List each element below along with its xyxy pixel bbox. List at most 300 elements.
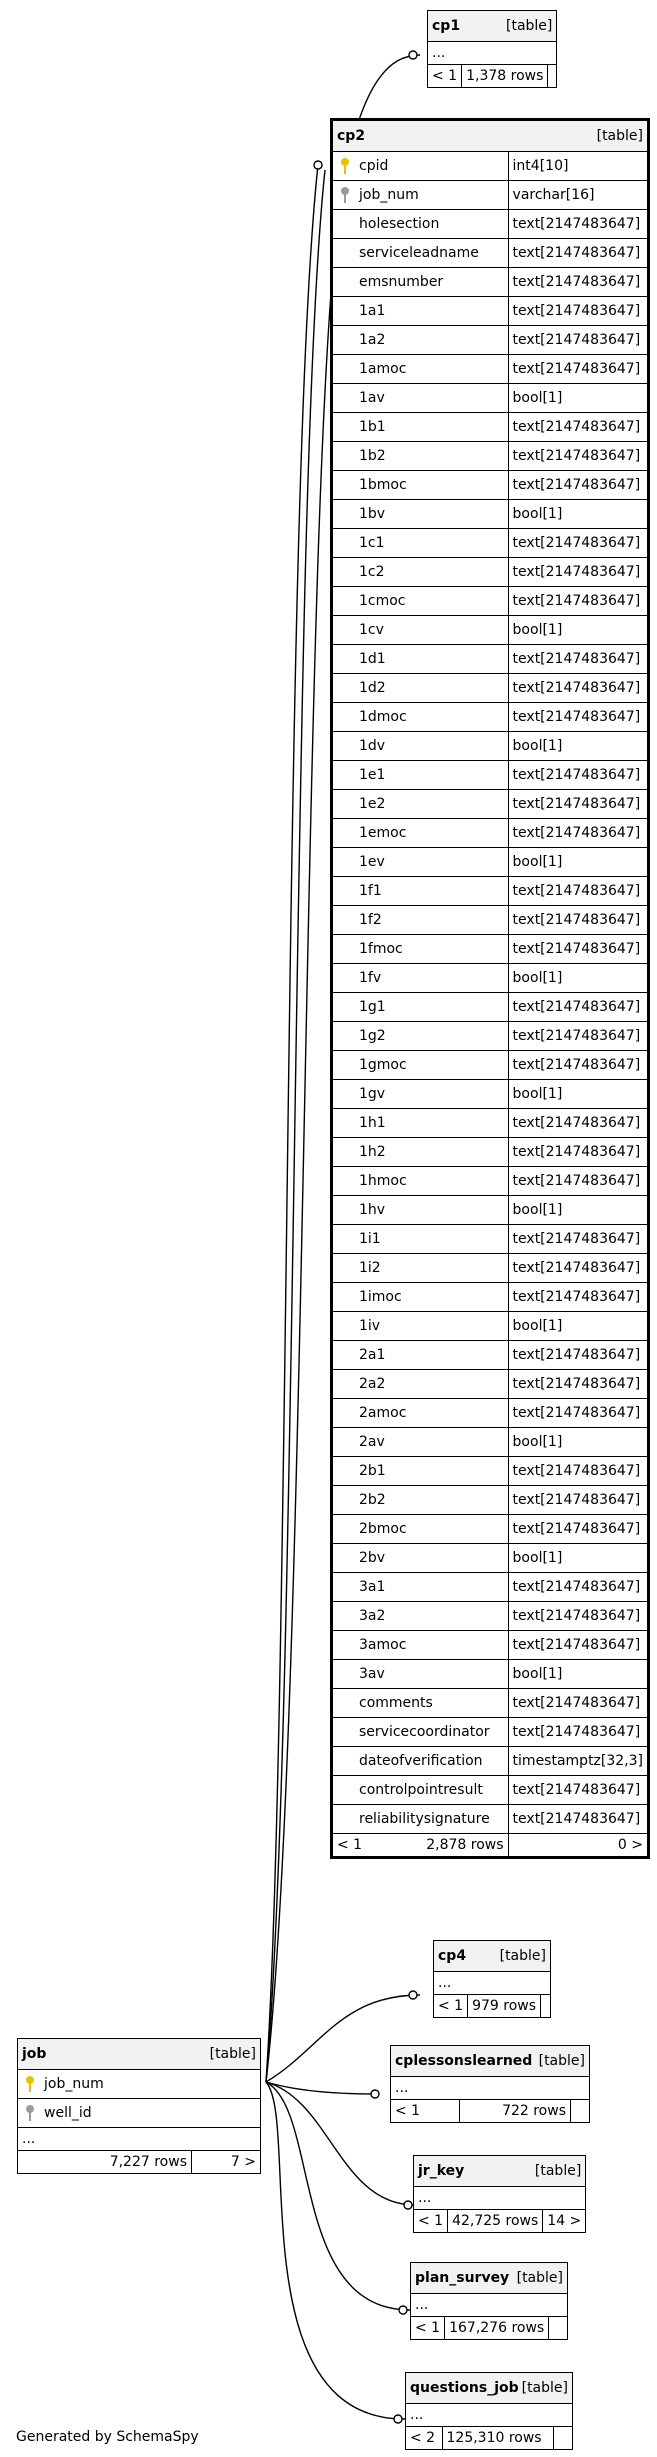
column-type: text[2147483647] (508, 1805, 648, 1834)
column-name-cell (332, 239, 509, 268)
column-row (332, 906, 649, 935)
column-type: bool[1] (508, 1312, 648, 1341)
column-row (332, 471, 649, 500)
column-row (332, 268, 649, 297)
table-jr_key[interactable] (413, 2155, 586, 2233)
column-row (332, 1370, 649, 1399)
parents-count: < 1 (391, 2100, 460, 2123)
column-name: controlpointresult (359, 1782, 483, 1798)
column-type: text[2147483647] (508, 1718, 648, 1747)
column-name: 1i1 (359, 1231, 381, 1247)
column-name: job_num (359, 187, 419, 203)
edge-job-questions_job (266, 2082, 405, 2419)
column-row (332, 1051, 649, 1080)
children-count (554, 2427, 573, 2450)
column-name: 2b2 (359, 1492, 386, 1508)
table-name: questions_job (410, 2380, 519, 2396)
column-name-cell (332, 1022, 509, 1051)
column-name: 1gmoc (359, 1057, 407, 1073)
column-name: 2a2 (359, 1376, 386, 1392)
column-name: 3av (359, 1666, 385, 1682)
column-type: text[2147483647] (508, 790, 648, 819)
parents-count: < 1 (414, 2210, 448, 2233)
column-row (332, 326, 649, 355)
column-type: text[2147483647] (508, 297, 648, 326)
table-kind: [table] (521, 2380, 568, 2396)
column-type: text[2147483647] (508, 906, 648, 935)
column-row (332, 1167, 649, 1196)
table-name: jr_key (418, 2163, 465, 2179)
column-name-cell (332, 355, 509, 384)
column-name: holesection (359, 216, 440, 232)
table-cp2[interactable] (330, 118, 650, 1859)
column-row (332, 210, 649, 239)
column-name: 2bmoc (359, 1521, 407, 1537)
column-type: text[2147483647] (508, 413, 648, 442)
column-name-cell (332, 268, 509, 297)
table-questions_job[interactable] (405, 2372, 573, 2450)
row-count: 42,725 rows (448, 2210, 543, 2233)
edge-job-cp2-b (266, 165, 318, 2082)
column-row (332, 674, 649, 703)
column-name: serviceleadname (359, 245, 479, 261)
column-name: 1bmoc (359, 477, 407, 493)
column-name-cell (332, 1602, 509, 1631)
column-name: 3amoc (359, 1637, 407, 1653)
column-type: text[2147483647] (508, 674, 648, 703)
column-name-cell (332, 1486, 509, 1515)
primary-key-icon (341, 158, 349, 174)
column-row (332, 1254, 649, 1283)
generator-credit: Generated by SchemaSpy (16, 2429, 199, 2445)
table-name: cp2 (337, 128, 366, 144)
column-name-cell (332, 1631, 509, 1660)
table-name: plan_survey (415, 2270, 510, 2286)
column-name-cell (332, 529, 509, 558)
column-row (332, 1776, 649, 1805)
column-name-cell (332, 1515, 509, 1544)
column-name-cell (332, 1747, 509, 1776)
column-name: 1c1 (359, 535, 385, 551)
column-name: 1f1 (359, 883, 382, 899)
column-type: text[2147483647] (508, 471, 648, 500)
column-row-well_id (18, 2099, 261, 2128)
row-count: 979 rows (468, 1995, 541, 2018)
row-count: 7,227 rows (18, 2151, 192, 2174)
table-cp4[interactable] (433, 1940, 551, 2018)
column-row (332, 558, 649, 587)
column-type: text[2147483647] (508, 268, 648, 297)
column-type: text[2147483647] (508, 1370, 648, 1399)
column-type: text[2147483647] (508, 1689, 648, 1718)
table-kind: [table] (506, 18, 553, 34)
column-name-cell (332, 384, 509, 413)
column-type: bool[1] (508, 848, 648, 877)
column-name: 2b1 (359, 1463, 386, 1479)
column-row (332, 964, 649, 993)
column-row (332, 819, 649, 848)
column-row (332, 645, 649, 674)
children-count (571, 2100, 590, 2123)
ellipsis-row: ... (411, 2294, 568, 2317)
column-row (332, 239, 649, 268)
column-type: text[2147483647] (508, 529, 648, 558)
column-name-cell (332, 1776, 509, 1805)
column-row (332, 1457, 649, 1486)
column-type: text[2147483647] (508, 703, 648, 732)
column-name-cell (332, 1138, 509, 1167)
column-type: text[2147483647] (508, 355, 648, 384)
column-type: bool[1] (508, 1544, 648, 1573)
column-type: bool[1] (508, 1660, 648, 1689)
column-row (332, 616, 649, 645)
column-name-cell (332, 442, 509, 471)
column-row (332, 181, 649, 210)
column-name-cell (332, 1718, 509, 1747)
column-name: 2av (359, 1434, 385, 1450)
column-type: text[2147483647] (508, 761, 648, 790)
column-name: 1b2 (359, 448, 386, 464)
column-row (332, 500, 649, 529)
row-count: 722 rows (460, 2100, 571, 2123)
column-name: 1hv (359, 1202, 386, 1218)
column-type: text[2147483647] (508, 935, 648, 964)
table-name: cp1 (432, 18, 461, 34)
column-name: 1ev (359, 854, 385, 870)
column-name-cell (332, 645, 509, 674)
column-name: 1gv (359, 1086, 386, 1102)
ellipsis-row: ... (428, 42, 557, 65)
column-name: 1imoc (359, 1289, 402, 1305)
table-kind: [table] (516, 2270, 563, 2286)
column-type: int4[10] (508, 152, 648, 181)
children-count (549, 2317, 568, 2340)
column-name-cell (332, 1051, 509, 1080)
column-name: 1h2 (359, 1144, 386, 1160)
column-name-cell (332, 152, 509, 181)
footer-row (332, 1834, 509, 1858)
column-name: 1d2 (359, 680, 386, 696)
column-name-cell (332, 616, 509, 645)
column-row (332, 1515, 649, 1544)
column-row (332, 1080, 649, 1109)
column-row (332, 587, 649, 616)
column-name-cell (332, 790, 509, 819)
column-type: text[2147483647] (508, 877, 648, 906)
column-name-cell (332, 471, 509, 500)
column-type: text[2147483647] (508, 1776, 648, 1805)
column-row (332, 703, 649, 732)
column-row (332, 1805, 649, 1834)
column-row (332, 1544, 649, 1573)
table-kind: [table] (596, 128, 643, 144)
column-row (332, 384, 649, 413)
table-name: cplessonslearned (395, 2053, 533, 2069)
ellipsis-row: ... (18, 2128, 261, 2151)
table-cp1[interactable] (427, 10, 557, 88)
column-type: text[2147483647] (508, 239, 648, 268)
table-kind: [table] (209, 2046, 256, 2062)
column-type: timestamptz[32,3] (508, 1747, 648, 1776)
column-name: 1emoc (359, 825, 407, 841)
column-name: 1i2 (359, 1260, 381, 1276)
column-row (332, 1399, 649, 1428)
column-name: 3a1 (359, 1579, 386, 1595)
column-type: text[2147483647] (508, 558, 648, 587)
column-name-cell (332, 761, 509, 790)
children-count (548, 65, 557, 88)
column-name: reliabilitysignature (359, 1811, 490, 1827)
column-type: text[2147483647] (508, 587, 648, 616)
column-type: bool[1] (508, 964, 648, 993)
column-type: text[2147483647] (508, 1051, 648, 1080)
parents-count: < 1 (434, 1995, 468, 2018)
column-name: 1e1 (359, 767, 386, 783)
foreign-key-icon (26, 2105, 34, 2121)
ellipsis-row: ... (406, 2404, 573, 2427)
column-row (332, 1689, 649, 1718)
table-name: cp4 (438, 1948, 467, 1964)
column-name-cell (332, 1109, 509, 1138)
table-kind: [table] (499, 1948, 546, 1964)
column-type: text[2147483647] (508, 1399, 648, 1428)
column-name: emsnumber (359, 274, 444, 290)
column-name-cell (332, 1689, 509, 1718)
column-name-cell (332, 558, 509, 587)
column-row (332, 761, 649, 790)
column-name: comments (359, 1695, 433, 1711)
column-row (332, 1109, 649, 1138)
column-type: bool[1] (508, 500, 648, 529)
column-name-cell (332, 1080, 509, 1109)
column-type: text[2147483647] (508, 645, 648, 674)
column-type: bool[1] (508, 1428, 648, 1457)
column-row (332, 790, 649, 819)
column-name: 1g1 (359, 999, 386, 1015)
column-name-cell (332, 326, 509, 355)
children-count: 7 > (192, 2151, 261, 2174)
column-name-cell (332, 674, 509, 703)
column-row (332, 1138, 649, 1167)
column-name-cell (332, 1254, 509, 1283)
column-row (332, 1718, 649, 1747)
row-count: 167,276 rows (445, 2317, 549, 2340)
column-row (332, 1602, 649, 1631)
column-type: text[2147483647] (508, 1602, 648, 1631)
column-name: 2amoc (359, 1405, 407, 1421)
column-name-cell (332, 819, 509, 848)
column-type: text[2147483647] (508, 1167, 648, 1196)
column-row (332, 1341, 649, 1370)
column-type: varchar[16] (508, 181, 648, 210)
column-name: 1fmoc (359, 941, 403, 957)
column-name: 1dv (359, 738, 386, 754)
column-row (332, 1631, 649, 1660)
column-name-cell (332, 1660, 509, 1689)
column-name-cell (332, 703, 509, 732)
column-name-cell (332, 1805, 509, 1834)
foreign-key-icon (341, 187, 349, 203)
column-name-cell (332, 1573, 509, 1602)
column-name-cell (332, 906, 509, 935)
children-count: 14 > (543, 2210, 586, 2233)
parents-count: < 1 (428, 65, 462, 88)
row-count: 125,310 rows (442, 2427, 554, 2450)
column-name: 2bv (359, 1550, 386, 1566)
column-name: 1amoc (359, 361, 407, 377)
column-row (332, 1428, 649, 1457)
column-name-cell (332, 1283, 509, 1312)
column-row (332, 442, 649, 471)
column-name: servicecoordinator (359, 1724, 490, 1740)
column-name: 1bv (359, 506, 386, 522)
column-row (332, 1283, 649, 1312)
column-name-cell (332, 297, 509, 326)
column-name: 1dmoc (359, 709, 407, 725)
parents-count: < 2 (406, 2427, 443, 2450)
column-row (332, 1225, 649, 1254)
column-name-cell (332, 1341, 509, 1370)
table-job[interactable] (17, 2038, 261, 2174)
column-name: 1h1 (359, 1115, 386, 1131)
column-name: 1b1 (359, 419, 386, 435)
column-name: 1d1 (359, 651, 386, 667)
column-name-cell (332, 1370, 509, 1399)
column-name: 1a1 (359, 303, 386, 319)
parents-count: < 1 (337, 1837, 363, 1853)
column-type: text[2147483647] (508, 1573, 648, 1602)
column-row (332, 848, 649, 877)
children-count: 0 > (508, 1834, 648, 1858)
children-count (541, 1995, 551, 2018)
column-name: 1cv (359, 622, 384, 638)
column-name: cpid (359, 158, 389, 174)
table-cplessonslearned[interactable] (390, 2045, 590, 2123)
column-row (332, 1660, 649, 1689)
ellipsis-row: ... (434, 1972, 551, 1995)
column-row (332, 993, 649, 1022)
column-type: text[2147483647] (508, 993, 648, 1022)
column-name: 1e2 (359, 796, 386, 812)
column-name: 2a1 (359, 1347, 386, 1363)
column-type: bool[1] (508, 732, 648, 761)
column-type: text[2147483647] (508, 1138, 648, 1167)
column-type: text[2147483647] (508, 1631, 648, 1660)
column-row (332, 1196, 649, 1225)
column-type: text[2147483647] (508, 1254, 648, 1283)
column-row (332, 732, 649, 761)
column-row (332, 935, 649, 964)
column-name: 1iv (359, 1318, 381, 1334)
column-name: 1av (359, 390, 385, 406)
row-count: 2,878 rows (426, 1837, 504, 1853)
column-name-cell (332, 587, 509, 616)
parents-count: < 1 (411, 2317, 445, 2340)
column-type: text[2147483647] (508, 1283, 648, 1312)
table-plan_survey[interactable] (410, 2262, 568, 2340)
column-name-cell (332, 1225, 509, 1254)
column-name-cell (332, 993, 509, 1022)
column-type: text[2147483647] (508, 1225, 648, 1254)
column-row (332, 297, 649, 326)
column-type: text[2147483647] (508, 1486, 648, 1515)
table-name: job (22, 2046, 47, 2062)
column-row (332, 1022, 649, 1051)
column-type: text[2147483647] (508, 210, 648, 239)
primary-key-icon (26, 2076, 34, 2092)
column-name-cell (332, 210, 509, 239)
column-name-cell (332, 1167, 509, 1196)
column-name-cell (332, 848, 509, 877)
column-name-cell (332, 732, 509, 761)
column-name: 1cmoc (359, 593, 406, 609)
column-type: text[2147483647] (508, 1515, 648, 1544)
column-row (332, 1486, 649, 1515)
ellipsis-row: ... (391, 2077, 590, 2100)
column-row (332, 1573, 649, 1602)
column-row (332, 152, 649, 181)
column-name-cell (332, 935, 509, 964)
column-name: 3a2 (359, 1608, 386, 1624)
column-type: text[2147483647] (508, 819, 648, 848)
column-row (332, 529, 649, 558)
column-name: well_id (44, 2105, 92, 2121)
column-name-cell (332, 1544, 509, 1573)
edge-job-cplessonslearned (266, 2082, 375, 2094)
column-name-cell (332, 964, 509, 993)
column-row (332, 877, 649, 906)
column-type: bool[1] (508, 1196, 648, 1225)
table-kind: [table] (534, 2163, 582, 2179)
edge-job-cp2 (266, 170, 325, 2082)
column-name: 1g2 (359, 1028, 386, 1044)
column-name-cell (332, 1196, 509, 1225)
column-row (332, 1747, 649, 1776)
column-name-cell (332, 1428, 509, 1457)
column-row-job_num (18, 2070, 261, 2099)
column-type: text[2147483647] (508, 1457, 648, 1486)
row-count: 1,378 rows (462, 65, 548, 88)
column-type: text[2147483647] (508, 1341, 648, 1370)
column-type: text[2147483647] (508, 1022, 648, 1051)
column-name: 1hmoc (359, 1173, 407, 1189)
column-name: dateofverification (359, 1753, 483, 1769)
column-name-cell (332, 877, 509, 906)
table-kind: [table] (538, 2053, 585, 2069)
column-name: 1c2 (359, 564, 385, 580)
column-name: 1fv (359, 970, 382, 986)
column-type: bool[1] (508, 384, 648, 413)
column-type: bool[1] (508, 1080, 648, 1109)
column-row (332, 1312, 649, 1341)
column-name-cell (332, 1399, 509, 1428)
column-type: bool[1] (508, 616, 648, 645)
column-row (332, 355, 649, 384)
column-type: text[2147483647] (508, 442, 648, 471)
column-name-cell (332, 500, 509, 529)
column-name: 1a2 (359, 332, 386, 348)
column-name: job_num (44, 2076, 104, 2092)
column-name-cell (332, 181, 509, 210)
column-name-cell (332, 1457, 509, 1486)
column-name: 1f2 (359, 912, 382, 928)
column-name-cell (332, 1312, 509, 1341)
column-type: text[2147483647] (508, 1109, 648, 1138)
column-name-cell (332, 413, 509, 442)
ellipsis-row: ... (414, 2187, 586, 2210)
column-row (332, 413, 649, 442)
column-type: text[2147483647] (508, 326, 648, 355)
